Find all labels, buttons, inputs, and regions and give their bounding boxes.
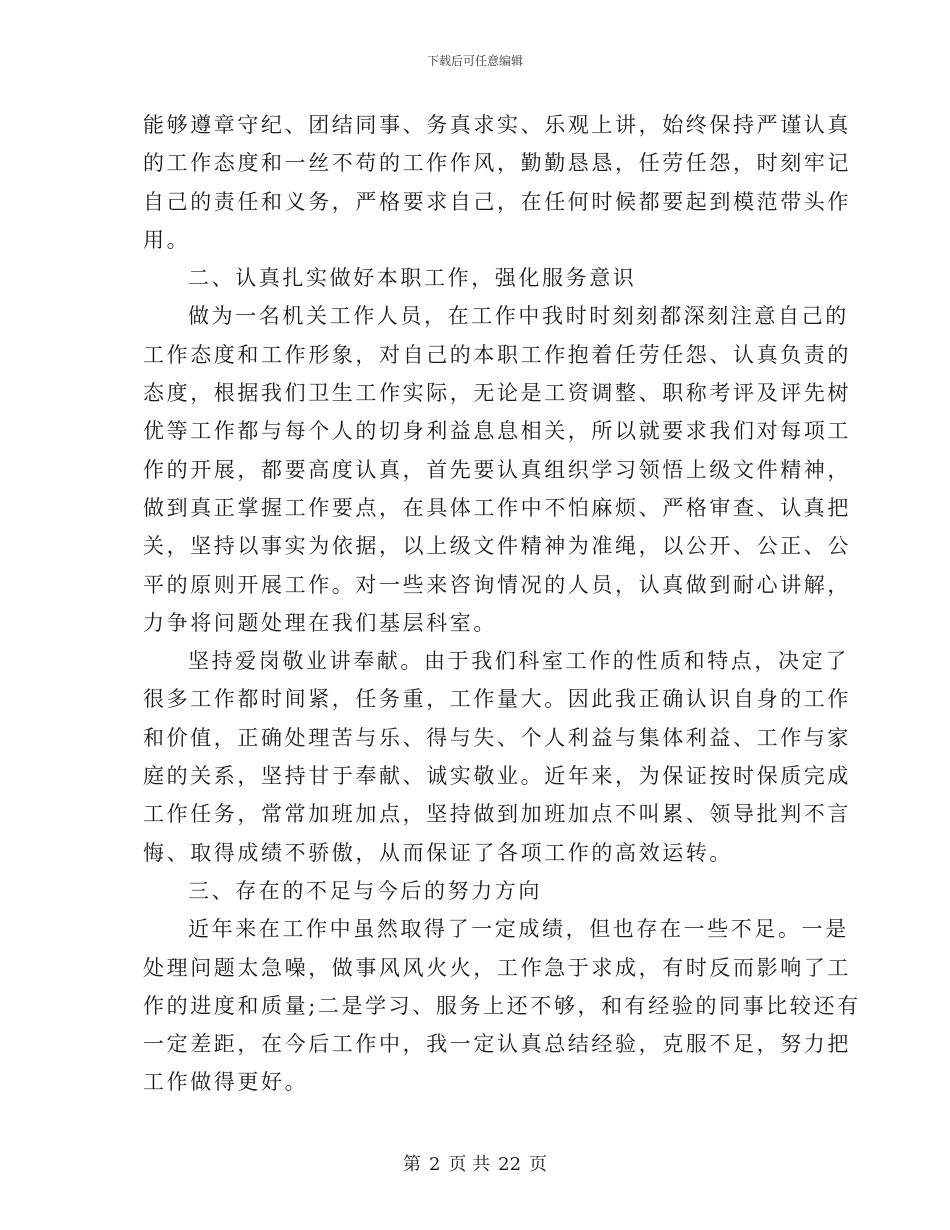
text-line: 平的原则开展工作。对一些来咨询情况的人员，认真做到耐心讲解， (143, 572, 851, 597)
text-line: 很多工作都时间紧，任务重，工作量大。因此我正确认识自身的工作 (143, 687, 851, 712)
text-line: 二、认真扎实做好本职工作，强化服务意识 (188, 266, 637, 291)
text-line: 工作任务，常常加班加点，坚持做到加班加点不叫累、领导批判不言 (143, 802, 851, 827)
text-line: 和价值，正确处理苦与乐、得与失、个人利益与集体利益、工作与家 (143, 725, 851, 750)
text-line: 做到真正掌握工作要点，在具体工作中不怕麻烦、严格审查、认真把 (143, 495, 851, 520)
text-line: 优等工作都与每个人的切身利益息息相关，所以就要求我们对每项工 (143, 419, 851, 444)
footer-suffix: 页 (529, 1154, 548, 1175)
total-page-count: 22 (498, 1154, 522, 1175)
text-line: 一定差距，在今后工作中，我一定认真总结经验，克服不足，努力把 (143, 1032, 851, 1057)
text-line: 做为一名机关工作人员，在工作中我时时刻刻都深刻注意自己的 (188, 304, 849, 329)
text-line: 作的开展，都要高度认真，首先要认真组织学习领悟上级文件精神， (143, 457, 851, 482)
page-header: 下载后可任意编辑 (426, 54, 523, 68)
text-line: 用。 (143, 227, 191, 252)
text-line: 坚持爱岗敬业讲奉献。由于我们科室工作的性质和特点，决定了 (188, 649, 849, 674)
text-line: 工作态度和工作形象，对自己的本职工作抱着任劳任怨、认真负责的 (143, 342, 851, 367)
text-line: 近年来在工作中虽然取得了一定成绩，但也存在一些不足。一是 (188, 917, 849, 942)
text-line: 三、存在的不足与今后的努力方向 (188, 878, 542, 903)
text-line: 的工作态度和一丝不苟的工作作风，勤勤恳恳，任劳任怨，时刻牢记 (143, 151, 851, 176)
text-line: 庭的关系，坚持甘于奉献、诚实敬业。近年来，为保证按时保质完成 (143, 764, 851, 789)
text-line: 处理问题太急噪，做事风风火火，工作急于求成，有时反而影响了工 (143, 955, 851, 980)
current-page-number: 2 (428, 1154, 441, 1175)
footer-prefix: 第 (402, 1154, 421, 1175)
text-line: 关，坚持以事实为依据，以上级文件精神为准绳，以公开、公正、公 (143, 534, 851, 559)
text-line: 工作做得更好。 (143, 1070, 309, 1095)
text-line: 能够遵章守纪、团结同事、务真求实、乐观上讲，始终保持严谨认真 (143, 113, 851, 137)
document-body (143, 106, 861, 1102)
page-footer (0, 1153, 950, 1177)
footer-middle: 页 共 (448, 1154, 491, 1175)
text-line: 态度，根据我们卫生工作实际，无论是工资调整、职称考评及评先树 (143, 381, 851, 406)
text-line: 自己的责任和义务，严格要求自己，在任何时候都要起到模范带头作 (143, 189, 851, 214)
text-line: 悔、取得成绩不骄傲，从而保证了各项工作的高效运转。 (143, 840, 733, 865)
text-line: 作的进度和质量;二是学习、服务上还不够，和有经验的同事比较还有 (143, 993, 861, 1018)
text-line: 力争将问题处理在我们基层科室。 (143, 610, 497, 635)
